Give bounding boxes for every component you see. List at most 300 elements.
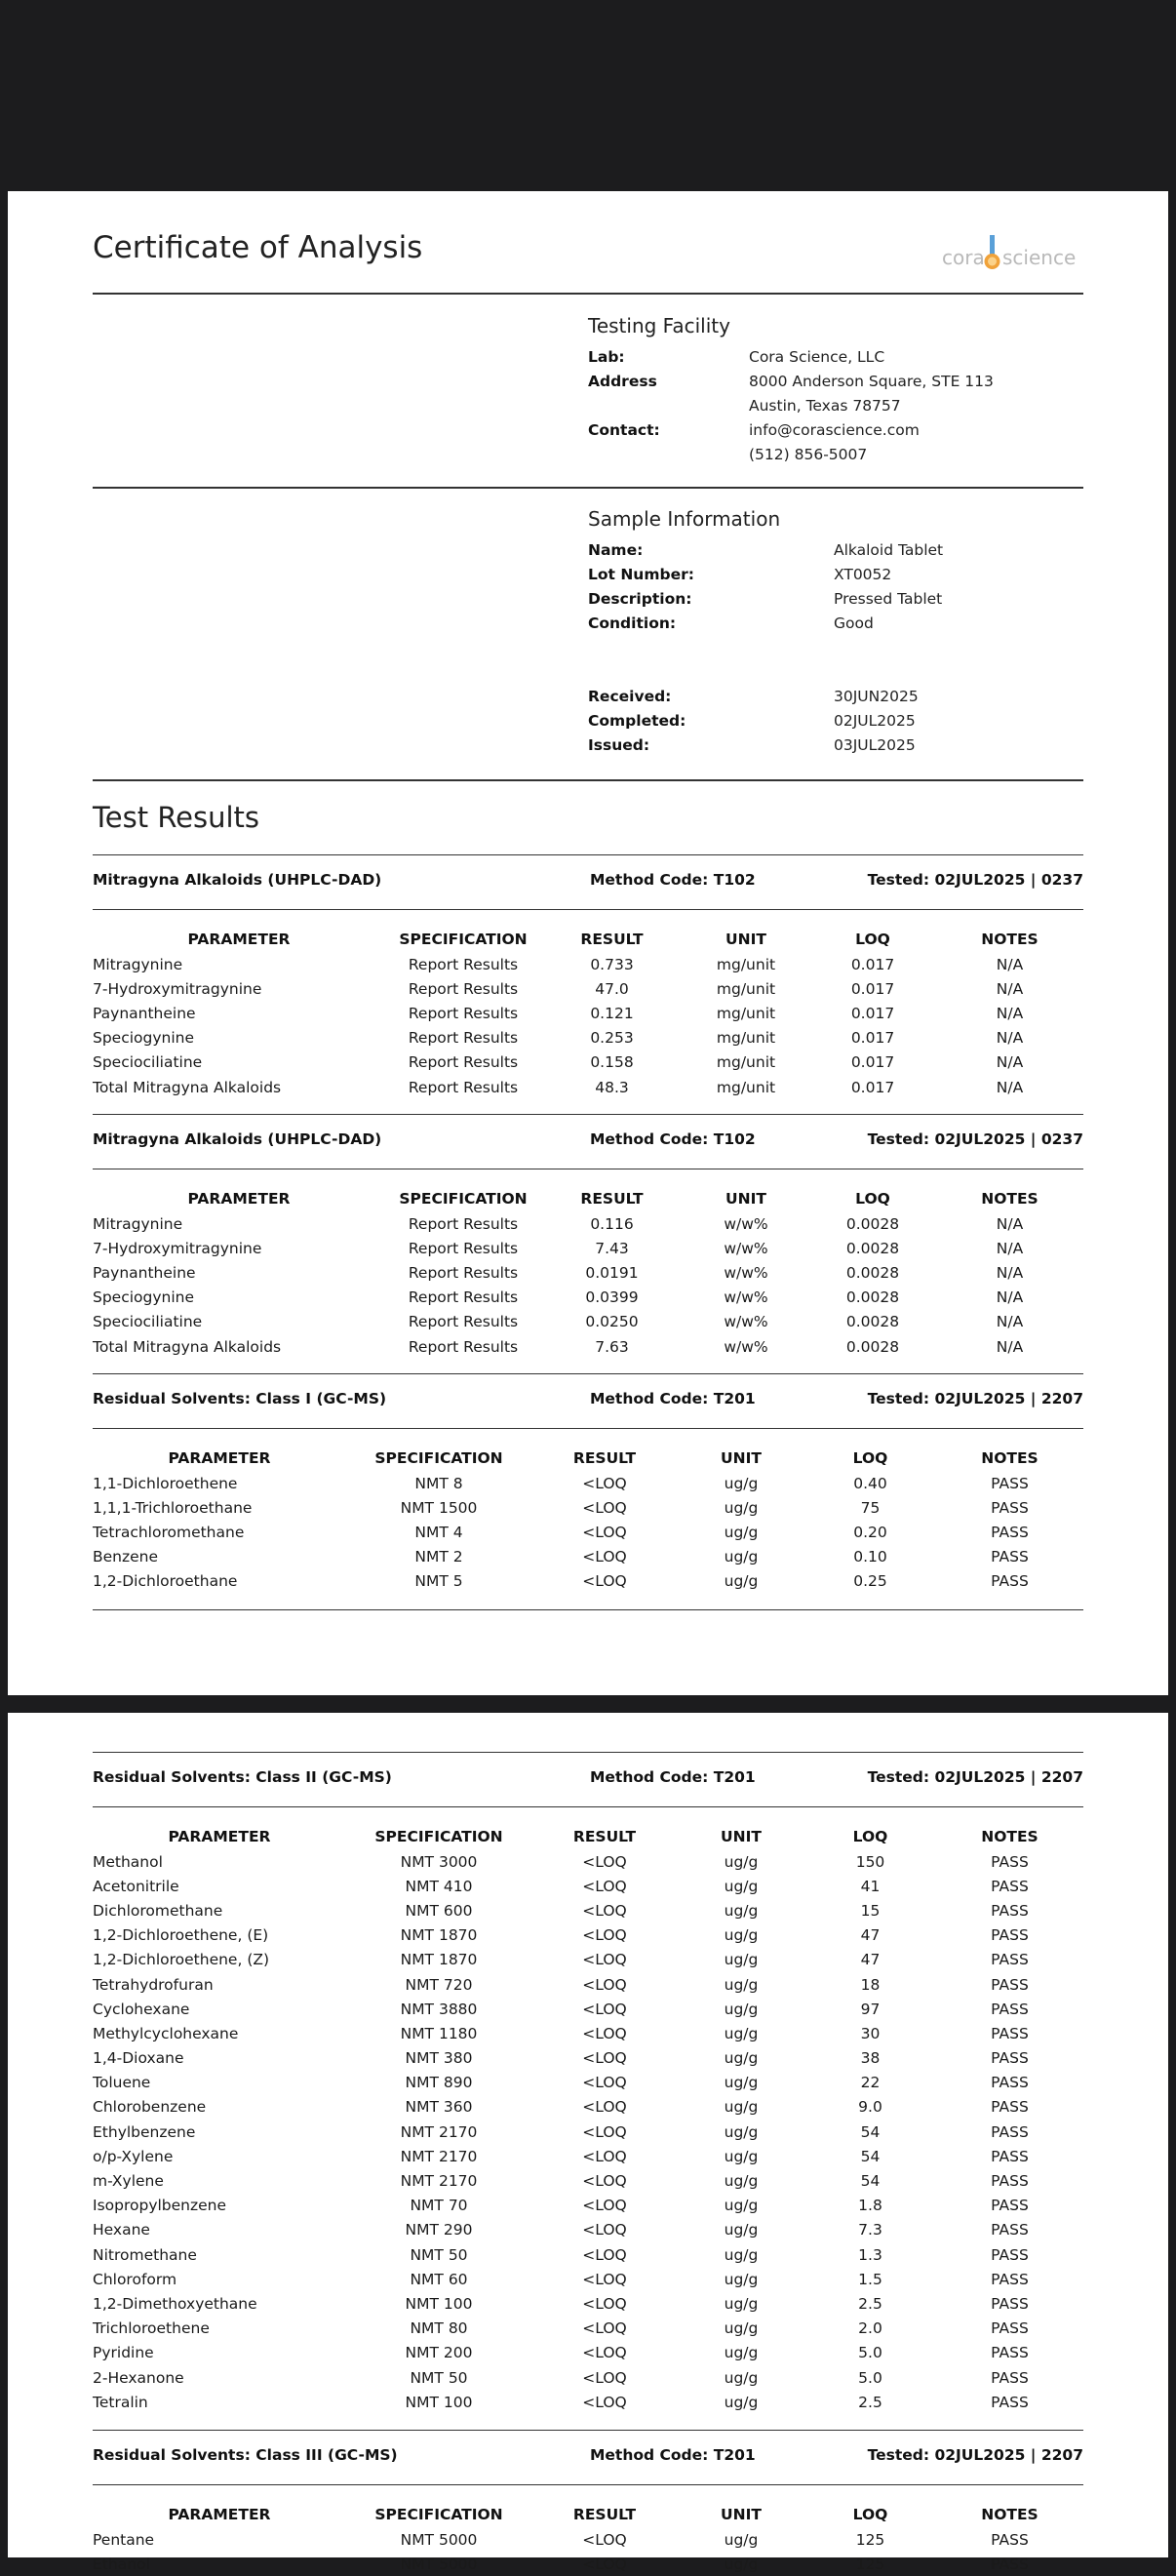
cell-result: <LOQ — [582, 2221, 627, 2239]
cell-specification: Report Results — [408, 1337, 519, 1356]
column-header-specification: SPECIFICATION — [399, 1190, 528, 1208]
results-table — [93, 1446, 1083, 1594]
cell-specification: NMT 2 — [414, 1548, 463, 1566]
column-header-parameter: PARAMETER — [168, 1449, 271, 1467]
cell-unit: ug/g — [724, 1498, 759, 1517]
cell-loq: 0.017 — [850, 1053, 895, 1072]
cell-notes: N/A — [996, 1004, 1024, 1022]
cell-result: <LOQ — [582, 2024, 627, 2042]
info-label: Lot Number: — [588, 566, 694, 583]
cell-parameter: Speciogynine — [93, 1029, 195, 1048]
column-header-loq: LOQ — [852, 2506, 888, 2523]
column-header-unit: UNIT — [725, 931, 766, 948]
section-divider — [93, 1806, 1083, 1807]
sample-information-title: Sample Information — [588, 507, 781, 531]
cell-loq: 0.25 — [853, 1572, 887, 1591]
cell-parameter: Speciociliatine — [93, 1053, 203, 1072]
info-value: Pressed Tablet — [834, 590, 943, 608]
cell-notes: PASS — [991, 1474, 1029, 1492]
cell-result: <LOQ — [582, 2368, 627, 2387]
cell-result: <LOQ — [582, 1901, 627, 1920]
document-title: Certificate of Analysis — [93, 230, 423, 265]
cell-parameter: 1,2-Dichloroethene, (Z) — [93, 1951, 270, 1969]
section-name: Residual Solvents: Class II (GC-MS) — [93, 1768, 392, 1786]
info-row — [588, 612, 943, 636]
info-value: (512) 856-5007 — [749, 446, 868, 463]
cell-loq: 54 — [860, 2147, 881, 2165]
cell-result: <LOQ — [582, 1572, 627, 1591]
cell-result: <LOQ — [582, 2344, 627, 2362]
cell-loq: 41 — [860, 1877, 881, 1895]
cell-loq: 0.0028 — [845, 1288, 900, 1307]
cell-unit: ug/g — [724, 1901, 759, 1920]
table-row — [93, 1334, 1083, 1359]
cell-loq: 7.3 — [858, 2221, 882, 2239]
info-row — [588, 370, 994, 394]
cell-parameter: 7-Hydroxymitragynine — [93, 1239, 262, 1257]
table-row — [93, 1050, 1083, 1075]
column-header-parameter: PARAMETER — [168, 2506, 271, 2523]
column-header-unit: UNIT — [721, 2506, 762, 2523]
cell-result: <LOQ — [582, 2098, 627, 2117]
cell-notes: PASS — [991, 2344, 1029, 2362]
cell-specification: NMT 50 — [410, 2245, 468, 2264]
table-row — [93, 2046, 1083, 2071]
cora-science-logo — [942, 232, 1088, 275]
cell-unit: ug/g — [724, 2530, 759, 2549]
section-header — [93, 1390, 1083, 1409]
cell-notes: PASS — [991, 2172, 1029, 2191]
cell-result: 0.121 — [590, 1004, 634, 1022]
table-row — [93, 2120, 1083, 2144]
table-row — [93, 2095, 1083, 2120]
cell-unit: ug/g — [724, 1572, 759, 1591]
cell-result: <LOQ — [582, 1498, 627, 1517]
section-header — [93, 2446, 1083, 2466]
table-row — [93, 1211, 1083, 1236]
column-header-parameter: PARAMETER — [168, 1828, 271, 1845]
section-name: Mitragyna Alkaloids (UHPLC-DAD) — [93, 871, 382, 889]
cell-unit: ug/g — [724, 1474, 759, 1492]
section-divider — [93, 1373, 1083, 1374]
cell-notes: PASS — [991, 2393, 1029, 2411]
cell-loq: 9.0 — [858, 2098, 882, 2117]
cell-unit: ug/g — [724, 1975, 759, 1994]
cell-parameter: Methylcyclohexane — [93, 2024, 239, 2042]
cell-parameter: Tetrachloromethane — [93, 1523, 245, 1541]
info-row — [588, 587, 943, 612]
testing-facility-title: Testing Facility — [588, 314, 730, 337]
test-results-title: Test Results — [93, 801, 260, 834]
cell-notes: PASS — [991, 2319, 1029, 2338]
cell-notes: PASS — [991, 1572, 1029, 1591]
column-header-unit: UNIT — [721, 1449, 762, 1467]
info-value: Austin, Texas 78757 — [749, 397, 901, 415]
info-value: info@corascience.com — [749, 421, 920, 439]
cell-specification: Report Results — [408, 1004, 519, 1022]
cell-notes: N/A — [996, 1288, 1024, 1307]
table-header-row — [93, 1186, 1083, 1211]
table-row — [93, 1471, 1083, 1495]
info-label: Condition: — [588, 614, 677, 632]
cell-loq: 38 — [860, 2049, 881, 2068]
info-label: Issued: — [588, 736, 650, 754]
column-header-notes: NOTES — [981, 1190, 1039, 1208]
cell-parameter: 1,2-Dichloroethane — [93, 1572, 238, 1591]
info-row — [588, 394, 994, 418]
info-label: Description: — [588, 590, 692, 608]
cell-unit: ug/g — [724, 2197, 759, 2215]
cell-parameter: Trichloroethene — [93, 2319, 210, 2338]
table-row — [93, 1948, 1083, 1972]
tested-date: Tested: 02JUL2025 | 0237 — [867, 871, 1083, 889]
cell-notes: PASS — [991, 2294, 1029, 2313]
cell-unit: w/w% — [724, 1239, 768, 1257]
cell-parameter: Speciogynine — [93, 1288, 195, 1307]
cell-loq: 1.5 — [858, 2270, 882, 2288]
info-row — [588, 418, 994, 443]
section-header — [93, 1768, 1083, 1788]
cell-loq: 47 — [860, 1926, 881, 1945]
column-header-notes: NOTES — [981, 931, 1039, 948]
cell-unit: ug/g — [724, 2074, 759, 2092]
cell-specification: NMT 70 — [410, 2197, 468, 2215]
results-table — [93, 1186, 1083, 1359]
cell-specification: NMT 5 — [414, 1572, 463, 1591]
cell-specification: NMT 60 — [410, 2270, 468, 2288]
cell-unit: ug/g — [724, 2098, 759, 2117]
cell-loq: 125 — [855, 2530, 885, 2549]
info-row — [588, 345, 994, 370]
cell-unit: ug/g — [724, 1523, 759, 1541]
cell-parameter: Paynantheine — [93, 1263, 196, 1282]
table-row — [93, 2071, 1083, 2095]
table-row — [93, 1520, 1083, 1544]
cell-unit: ug/g — [724, 1852, 759, 1871]
table-row — [93, 1997, 1083, 2021]
table-header-row — [93, 1824, 1083, 1849]
method-code: Method Code: T201 — [590, 2446, 756, 2464]
cell-notes: PASS — [991, 1877, 1029, 1895]
cell-result: <LOQ — [582, 2197, 627, 2215]
method-code: Method Code: T102 — [590, 871, 756, 889]
cell-notes: N/A — [996, 1029, 1024, 1048]
section-divider — [93, 909, 1083, 910]
cell-result: <LOQ — [582, 1926, 627, 1945]
cell-parameter: 1,2-Dimethoxyethane — [93, 2294, 257, 2313]
info-value: XT0052 — [834, 566, 892, 583]
cell-result: <LOQ — [582, 2294, 627, 2313]
cell-loq: 0.0028 — [845, 1239, 900, 1257]
cell-parameter: 1,4-Dioxane — [93, 2049, 184, 2068]
column-header-specification: SPECIFICATION — [399, 931, 528, 948]
column-header-result: RESULT — [580, 1190, 644, 1208]
cell-notes: PASS — [991, 2368, 1029, 2387]
cell-specification: NMT 4 — [414, 1523, 463, 1541]
table-header-row — [93, 927, 1083, 952]
section-header — [93, 871, 1083, 891]
cell-result: <LOQ — [582, 2555, 627, 2573]
cell-loq: 75 — [860, 1498, 881, 1517]
cell-notes: PASS — [991, 2221, 1029, 2239]
cell-unit: ug/g — [724, 2122, 759, 2141]
column-header-result: RESULT — [572, 2506, 637, 2523]
table-row — [93, 2291, 1083, 2316]
cell-parameter: Chlorobenzene — [93, 2098, 207, 2117]
cell-result: <LOQ — [582, 1975, 627, 1994]
cell-loq: 22 — [860, 2074, 881, 2092]
testing-facility-block — [588, 314, 994, 467]
cell-loq: 0.20 — [853, 1523, 887, 1541]
cell-notes: N/A — [996, 955, 1024, 973]
table-header-row — [93, 1446, 1083, 1471]
info-label: Name: — [588, 541, 644, 559]
column-header-specification: SPECIFICATION — [374, 1449, 503, 1467]
cell-parameter: Benzene — [93, 1548, 159, 1566]
info-row — [588, 709, 943, 733]
cell-unit: ug/g — [724, 1926, 759, 1945]
table-row — [93, 2168, 1083, 2193]
table-row — [93, 1972, 1083, 1997]
cell-parameter: Nitromethane — [93, 2245, 197, 2264]
cell-unit: w/w% — [724, 1288, 768, 1307]
table-row — [93, 1286, 1083, 1310]
divider — [93, 779, 1083, 781]
table-row — [93, 1923, 1083, 1948]
cell-unit: ug/g — [724, 2368, 759, 2387]
cell-notes: PASS — [991, 2555, 1029, 2573]
cell-notes: PASS — [991, 1975, 1029, 1994]
cell-specification: Report Results — [408, 1029, 519, 1048]
cell-loq: 0.017 — [850, 1004, 895, 1022]
cell-specification: NMT 3000 — [400, 1852, 478, 1871]
cell-unit: ug/g — [724, 2000, 759, 2018]
cell-result: <LOQ — [582, 2122, 627, 2141]
info-row — [588, 685, 943, 709]
cell-specification: NMT 380 — [405, 2049, 473, 2068]
cell-notes: N/A — [996, 1313, 1024, 1331]
cell-result: <LOQ — [582, 2147, 627, 2165]
cell-parameter: o/p-Xylene — [93, 2147, 174, 2165]
table-row — [93, 1545, 1083, 1569]
cell-specification: NMT 720 — [405, 1975, 473, 1994]
table-row — [93, 2021, 1083, 2045]
cell-unit: ug/g — [724, 1877, 759, 1895]
table-row — [93, 1026, 1083, 1050]
cell-unit: w/w% — [724, 1337, 768, 1356]
cell-specification: Report Results — [408, 1214, 519, 1233]
cell-specification: Report Results — [408, 979, 519, 998]
cell-loq: 97 — [860, 2000, 881, 2018]
cell-unit: w/w% — [724, 1263, 768, 1282]
svg-text:cora: cora — [942, 246, 985, 269]
cell-result: <LOQ — [582, 2393, 627, 2411]
cell-unit: ug/g — [724, 2245, 759, 2264]
method-code: Method Code: T201 — [590, 1390, 756, 1407]
cell-notes: N/A — [996, 979, 1024, 998]
cell-loq: 2.5 — [858, 2294, 882, 2313]
cell-notes: N/A — [996, 1263, 1024, 1282]
cell-parameter: Methanol — [93, 1852, 163, 1871]
column-header-result: RESULT — [572, 1449, 637, 1467]
svg-text:science: science — [1002, 246, 1077, 269]
section-name: Residual Solvents: Class III (GC-MS) — [93, 2446, 398, 2464]
tested-date: Tested: 02JUL2025 | 0237 — [867, 1130, 1083, 1148]
document-page-2 — [8, 1713, 1168, 2573]
column-header-loq: LOQ — [855, 931, 890, 948]
section-divider — [93, 1428, 1083, 1429]
info-value: 02JUL2025 — [834, 712, 916, 730]
cell-parameter: Total Mitragyna Alkaloids — [93, 1078, 282, 1096]
table-row — [93, 1260, 1083, 1285]
cell-result: 0.116 — [590, 1214, 634, 1233]
cell-notes: N/A — [996, 1214, 1024, 1233]
cell-result: 7.63 — [595, 1337, 629, 1356]
cell-specification: NMT 410 — [405, 1877, 473, 1895]
cell-loq: 30 — [860, 2024, 881, 2042]
cell-parameter: Tetralin — [93, 2393, 148, 2411]
cell-notes: PASS — [991, 2049, 1029, 2068]
cell-unit: mg/unit — [716, 1078, 776, 1096]
cell-unit: ug/g — [724, 2294, 759, 2313]
cell-unit: ug/g — [724, 2393, 759, 2411]
cell-specification: Report Results — [408, 1239, 519, 1257]
cell-specification: NMT 600 — [405, 1901, 473, 1920]
cell-unit: mg/unit — [716, 1053, 776, 1072]
table-row — [93, 2341, 1083, 2365]
cell-specification: NMT 3880 — [400, 2000, 478, 2018]
results-table — [93, 1824, 1083, 2414]
cell-loq: 5.0 — [858, 2344, 882, 2362]
cell-result: <LOQ — [582, 2000, 627, 2018]
cell-result: <LOQ — [582, 2530, 627, 2549]
cell-parameter: Total Mitragyna Alkaloids — [93, 1337, 282, 1356]
cell-result: <LOQ — [582, 1852, 627, 1871]
column-header-unit: UNIT — [725, 1190, 766, 1208]
cell-specification: Report Results — [408, 955, 519, 973]
cell-loq: 1.3 — [858, 2245, 882, 2264]
cell-notes: N/A — [996, 1078, 1024, 1096]
cell-unit: ug/g — [724, 2147, 759, 2165]
info-label: Contact: — [588, 421, 660, 439]
column-header-parameter: PARAMETER — [187, 1190, 291, 1208]
cell-result: <LOQ — [582, 2245, 627, 2264]
cell-unit: ug/g — [724, 2024, 759, 2042]
cell-loq: 47 — [860, 1951, 881, 1969]
section-divider — [93, 1609, 1083, 1610]
column-header-parameter: PARAMETER — [187, 931, 291, 948]
info-value: Cora Science, LLC — [749, 348, 885, 366]
cell-parameter: Acetonitrile — [93, 1877, 179, 1895]
tested-date: Tested: 02JUL2025 | 2207 — [867, 2446, 1083, 2464]
cell-result: 0.0191 — [585, 1263, 639, 1282]
cell-parameter: Pyridine — [93, 2344, 154, 2362]
cell-parameter: Isopropylbenzene — [93, 2197, 227, 2215]
table-row — [93, 1874, 1083, 1898]
method-code: Method Code: T201 — [590, 1768, 756, 1786]
cell-specification: NMT 1180 — [400, 2024, 478, 2042]
info-value: 03JUL2025 — [834, 736, 916, 754]
cell-notes: PASS — [991, 1901, 1029, 1920]
cell-specification: NMT 100 — [405, 2294, 473, 2313]
cell-notes: PASS — [991, 2098, 1029, 2117]
cell-loq: 5.0 — [858, 2368, 882, 2387]
cell-specification: NMT 80 — [410, 2319, 468, 2338]
method-code: Method Code: T102 — [590, 1130, 756, 1148]
cell-loq: 18 — [860, 1975, 881, 1994]
table-row — [93, 1075, 1083, 1099]
cell-unit: mg/unit — [716, 979, 776, 998]
info-row — [588, 443, 994, 467]
cell-loq: 0.0028 — [845, 1337, 900, 1356]
column-header-notes: NOTES — [981, 1828, 1039, 1845]
divider — [93, 293, 1083, 295]
cell-result: <LOQ — [582, 1877, 627, 1895]
cell-parameter: Toluene — [93, 2074, 151, 2092]
table-row — [93, 1310, 1083, 1334]
info-label: Completed: — [588, 712, 686, 730]
cell-loq: 0.10 — [853, 1548, 887, 1566]
cell-result: <LOQ — [582, 2270, 627, 2288]
table-row — [93, 976, 1083, 1001]
cell-parameter: Tetrahydrofuran — [93, 1975, 214, 1994]
table-row — [93, 1001, 1083, 1025]
section-name: Mitragyna Alkaloids (UHPLC-DAD) — [93, 1130, 382, 1148]
info-label — [588, 394, 749, 418]
cell-specification: NMT 200 — [405, 2344, 473, 2362]
cell-notes: PASS — [991, 1852, 1029, 1871]
cell-unit: mg/unit — [716, 955, 776, 973]
cell-unit: ug/g — [724, 2270, 759, 2288]
cell-loq: 0.017 — [850, 1078, 895, 1096]
cell-parameter: Speciociliatine — [93, 1313, 203, 1331]
table-row — [93, 1569, 1083, 1594]
cell-notes: PASS — [991, 2000, 1029, 2018]
column-header-result: RESULT — [580, 931, 644, 948]
cell-unit: ug/g — [724, 2221, 759, 2239]
column-header-notes: NOTES — [981, 1449, 1039, 1467]
cell-specification: NMT 5000 — [400, 2555, 478, 2573]
cell-specification: Report Results — [408, 1053, 519, 1072]
cell-specification: NMT 100 — [405, 2393, 473, 2411]
cell-loq: 54 — [860, 2172, 881, 2191]
cell-unit: ug/g — [724, 1951, 759, 1969]
cell-unit: ug/g — [724, 2555, 759, 2573]
cell-notes: PASS — [991, 1523, 1029, 1541]
table-row — [93, 2267, 1083, 2291]
table-row — [93, 2144, 1083, 2168]
column-header-notes: NOTES — [981, 2506, 1039, 2523]
cell-loq: 0.40 — [853, 1474, 887, 1492]
info-row — [588, 733, 943, 758]
cell-result: 0.253 — [590, 1029, 634, 1048]
column-header-unit: UNIT — [721, 1828, 762, 1845]
cell-result: 0.733 — [590, 955, 634, 973]
cell-notes: PASS — [991, 1498, 1029, 1517]
cell-specification: NMT 290 — [405, 2221, 473, 2239]
cell-unit: ug/g — [724, 2344, 759, 2362]
cell-result: <LOQ — [582, 1474, 627, 1492]
column-header-specification: SPECIFICATION — [374, 1828, 503, 1845]
cell-result: <LOQ — [582, 1548, 627, 1566]
cell-result: <LOQ — [582, 2319, 627, 2338]
cell-loq: 125 — [855, 2555, 885, 2573]
cell-specification: NMT 360 — [405, 2098, 473, 2117]
results-table — [93, 2502, 1083, 2576]
document-page-1 — [8, 191, 1168, 1695]
section-name: Residual Solvents: Class I (GC-MS) — [93, 1390, 387, 1407]
info-label — [588, 443, 749, 467]
